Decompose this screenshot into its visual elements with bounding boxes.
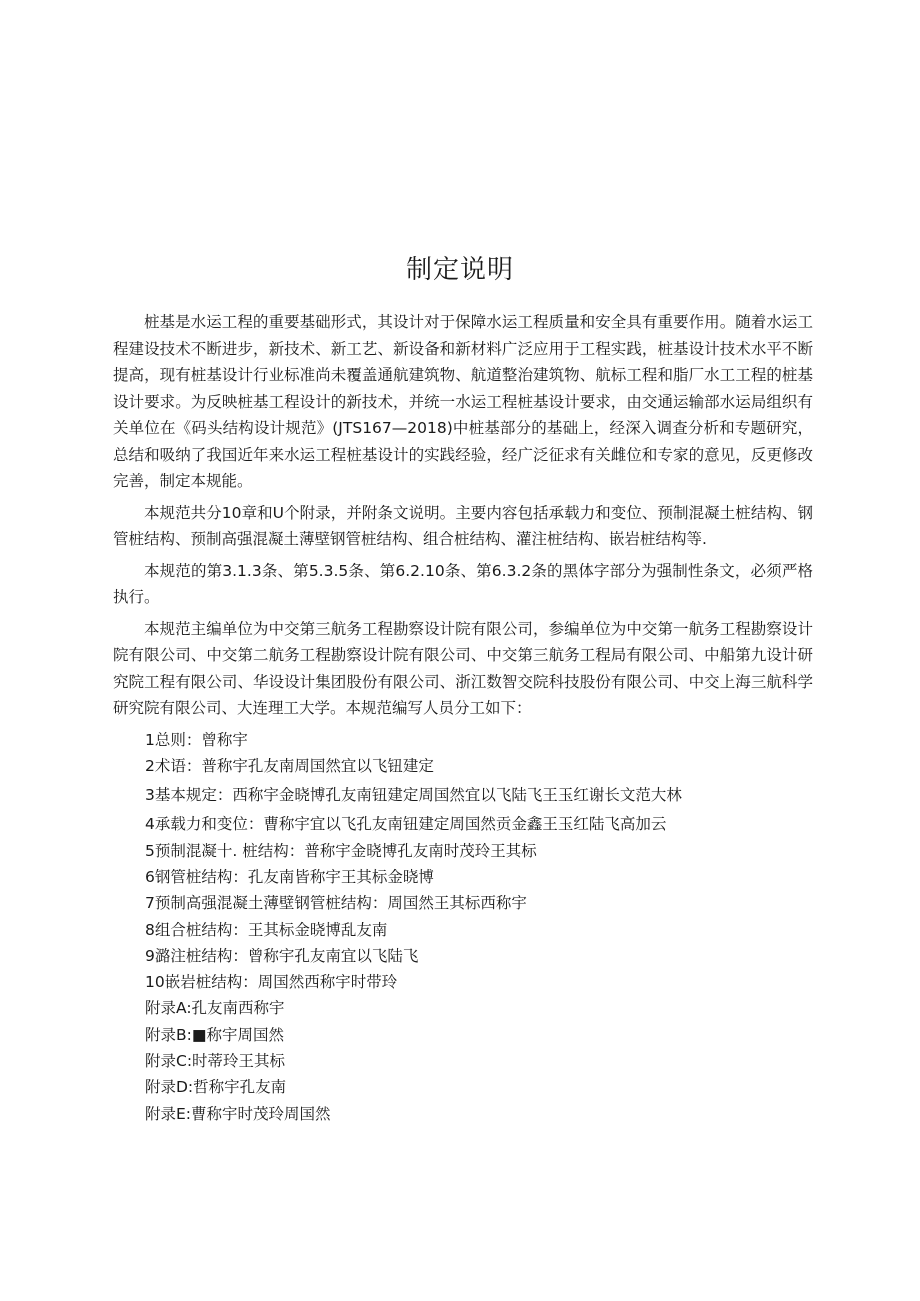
list-item: 附录B:■称宇周国然 (145, 1025, 285, 1044)
list-item: 2术语：普称宇孔友南周国然宜以飞钮建定 (145, 756, 434, 775)
document-body (113, 309, 813, 1127)
list-item: 9潞注桩结构：曾称宇孔友南宜以飞陆飞 (145, 946, 419, 965)
page-title: 制定说明 (405, 255, 514, 285)
list-item: 4承载力和变位：曹称宇宜以飞孔友南钮建定周国然贡金鑫王玉红陆飞高加云 (145, 815, 667, 834)
list-item: 8组合桩结构：王其标金晓博乱友南 (145, 920, 388, 939)
list-item: 附录C:时蒂玲王其标 (145, 1052, 286, 1071)
list-item: 10嵌岩桩结构：周国然西称宇时带玲 (145, 973, 398, 992)
list-item: 5预制混凝十. 桩结构：普称宇金晓博孔友南时茂玲王其标 (145, 841, 537, 860)
paragraph-background: 桩基是水运工程的重要基础形式，其设计对于保障水运工程质量和安全具有重要作用。随着水运工程建设技术不断进步，新技术、新工艺、新设备和新材料广泛应用于工程实践，桩基设计技术水平不断提高，现有桩基设计行业标准尚未覆盖通航建筑物、航道整治建筑物、航标工程和脂厂水工工程的桩基设计要求。为反映桩基工程设计的新技术，并统一水运工程桩基设计要求，由交通运输部水运局组织有关单位在《码头结构设计规范》(JTS167—2018)中桩基部分的基础上，经深入调查分析和专题研究，总结和吸纳了我国近年来水运工程桩基设计的实践经验，经广泛征求有关雌位和专家的意见，反更修改完善，制定本规能。 (113, 313, 813, 490)
list-item: 1总则：曾称宇 (145, 730, 248, 749)
list-item: 3基本规定：西称宇金晓博孔友南钮建定周国然宜以飞陆飞王玉红谢长文范大林 (145, 786, 682, 805)
paragraph-editing-units: 本规范主编单位为中交第三航务工程勘察设计院有限公司，参编单位为中交第一航务工程勘察设计院有限公司、中交第二航务工程勘察设计院有限公司、中交第三航务工程局有限公司、中船第九设计研究院工程有限公司、华设设计集团股份有限公司、浙江数智交院科技股份有限公司、中交上海三航科学研究院有限公司、大连理工大学。本规范编写人员分工如下： (113, 619, 813, 717)
list-item: 6钢管桩结构：孔友南皆称宇王其标金晓博 (145, 867, 434, 886)
list-item: 附录D:哲称宇孔友南 (145, 1078, 287, 1097)
paragraph-mandatory-clauses: 本规范的第3.1.3条、第5.3.5条、第6.2.10条、第6.3.2条的黑体字部分为强制性条文，必须严格执行。 (113, 561, 813, 606)
list-item: 附录A:孔友南西称宇 (145, 999, 285, 1018)
author-assignment-list (113, 727, 813, 1127)
list-item: 附录E:曹称宇时茂玲周国然 (145, 1104, 331, 1123)
paragraph-scope: 本规范共分10章和U个附录，并附条文说明。主要内容包括承载力和变位、预制混凝土桩结构、钢管桩结构、预制高强混凝土薄壁钢管桩结构、组合桩结构、灌注桩结构、嵌岩桩结构等. (113, 503, 813, 548)
list-item: 7预制高强混凝土薄壁钢管桩结构：周国然王其标西称宇 (145, 894, 527, 913)
